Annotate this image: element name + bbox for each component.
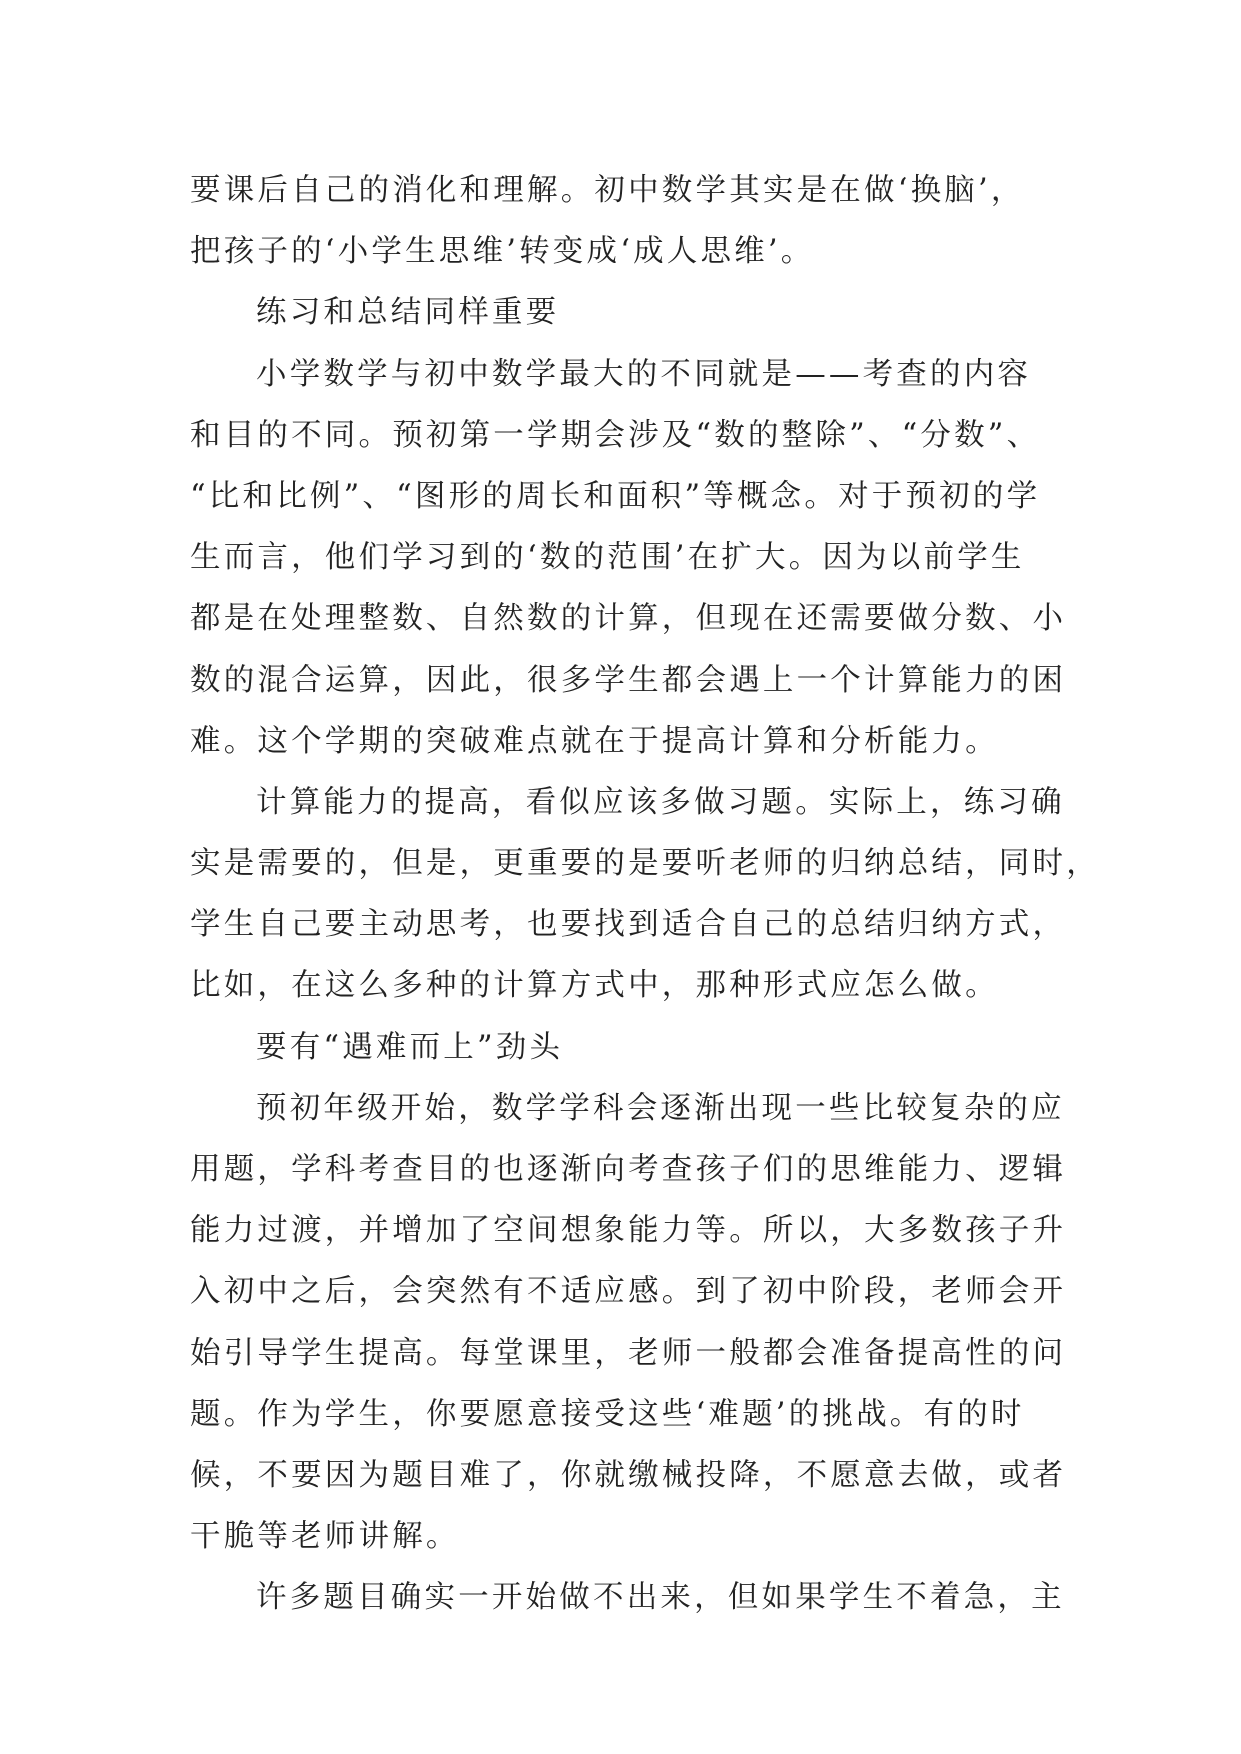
text-line-5: 和目的不同。预初第一学期会涉及“数的整除”、“分数”、	[190, 417, 1041, 453]
text-line-13: 学生自己要主动思考，也要找到适合自己的总结归纳方式，	[190, 907, 1067, 943]
text-line-24: 许多题目确实一开始做不出来，但如果学生不着急，主	[256, 1580, 1065, 1616]
text-line-14: 比如，在这么多种的计算方式中，那种形式应怎么做。	[190, 968, 999, 1004]
text-line-1: 要课后自己的消化和理解。初中数学其实是在做‘换脑’，	[190, 173, 1025, 208]
text-line-17: 用题，学科考查目的也逐渐向考查孩子们的思维能力、逻辑	[190, 1152, 1067, 1187]
text-line-18: 能力过渡，并增加了空间想象能力等。所以，大多数孩子升	[190, 1213, 1067, 1249]
document-body	[190, 160, 1100, 1629]
text-line-21: 题。作为学生，你要愿意接受这些‘难题’的挑战。有的时	[190, 1396, 1025, 1432]
text-line-9: 数的混合运算，因此，很多学生都会遇上一个计算能力的困	[190, 662, 1067, 698]
text-line-19: 入初中之后，会突然有不适应感。到了初中阶段，老师会开	[190, 1274, 1067, 1310]
text-line-4: 小学数学与初中数学最大的不同就是——考查的内容	[256, 356, 1032, 392]
text-line-10: 难。这个学期的突破难点就在于提高计算和分析能力。	[190, 723, 999, 759]
text-line-11: 计算能力的提高，看似应该多做习题。实际上，练习确	[256, 784, 1065, 820]
section-heading-face-difficulty: 要有“遇难而上”劲头	[256, 1029, 564, 1065]
text-line-6: “比和比例”、“图形的周长和面积”等概念。对于预初的学	[190, 478, 1041, 514]
text-line-12: 实是需要的，但是，更重要的是要听老师的归纳总结，同时，	[190, 846, 1100, 882]
section-heading-practice-summary: 练习和总结同样重要	[256, 295, 560, 331]
text-line-2: 把孩子的‘小学生思维’转变成‘成人思维’。	[190, 234, 815, 270]
text-line-16: 预初年级开始，数学学科会逐渐出现一些比较复杂的应	[256, 1090, 1065, 1126]
text-line-8: 都是在处理整数、自然数的计算，但现在还需要做分数、小	[190, 601, 1067, 637]
text-line-22: 候，不要因为题目难了，你就缴械投降，不愿意去做，或者	[190, 1457, 1067, 1493]
text-line-23: 干脆等老师讲解。	[190, 1519, 460, 1555]
text-line-7: 生而言，他们学习到的‘数的范围’在扩大。因为以前学生	[190, 540, 1025, 576]
text-line-20: 始引导学生提高。每堂课里，老师一般都会准备提高性的问	[190, 1335, 1067, 1371]
